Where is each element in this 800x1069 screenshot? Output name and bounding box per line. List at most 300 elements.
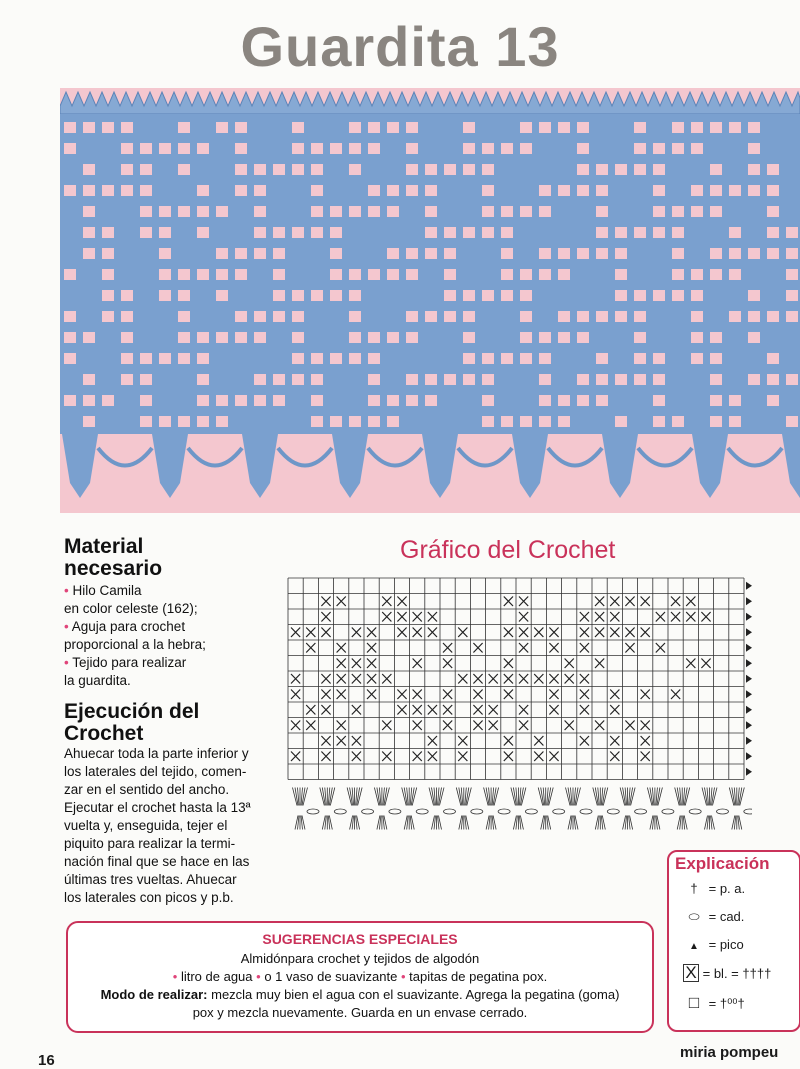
mesh-hole (520, 311, 532, 322)
chart-x-mark (382, 597, 391, 607)
mesh-hole (349, 290, 361, 301)
chart-x-mark (565, 721, 574, 731)
mesh-hole (254, 311, 266, 322)
mesh-hole (539, 185, 551, 196)
chart-x-mark (671, 597, 680, 607)
mesh-hole (615, 311, 627, 322)
mesh-hole (216, 248, 228, 259)
mesh-hole (729, 248, 741, 259)
chart-x-mark (458, 674, 467, 684)
mesh-hole (444, 269, 456, 280)
list-item: la guardita. (64, 673, 131, 688)
chart-x-mark (534, 736, 543, 746)
pico-mark (746, 659, 752, 667)
mesh-hole (463, 311, 475, 322)
mesh-hole (178, 353, 190, 364)
mesh-hole (178, 332, 190, 343)
mesh-hole (691, 353, 703, 364)
pa-icon: † (690, 881, 698, 896)
chart-x-mark (321, 674, 330, 684)
mesh-hole (387, 416, 399, 427)
mesh-hole (406, 122, 418, 133)
mesh-hole (482, 395, 494, 406)
mesh-hole (653, 206, 665, 217)
mesh-hole (520, 143, 532, 154)
chart-x-mark (580, 612, 589, 622)
mesh-hole (425, 185, 437, 196)
mesh-hole (178, 143, 190, 154)
mesh-hole (368, 353, 380, 364)
mesh-hole (140, 395, 152, 406)
mesh-hole (178, 269, 190, 280)
mesh-hole (596, 206, 608, 217)
mesh-hole (691, 143, 703, 154)
chart-x-mark (671, 690, 680, 700)
chart-x-mark (701, 659, 710, 669)
mesh-hole (121, 143, 133, 154)
materials-heading: Material necesario (64, 535, 163, 580)
mesh-hole (710, 185, 722, 196)
chart-x-mark (367, 628, 376, 638)
mesh-hole (102, 227, 114, 238)
chart-x-mark (625, 643, 634, 653)
mesh-hole (691, 185, 703, 196)
mesh-hole (634, 311, 646, 322)
mesh-hole (615, 416, 627, 427)
mesh-hole (349, 164, 361, 175)
chart-x-mark (352, 674, 361, 684)
chart-x-mark (504, 674, 513, 684)
mesh-hole (159, 206, 171, 217)
mesh-hole (577, 311, 589, 322)
chart-x-mark (625, 597, 634, 607)
pico-mark (746, 737, 752, 745)
chart-x-mark (337, 674, 346, 684)
chart-x-mark (534, 752, 543, 762)
mesh-hole (710, 122, 722, 133)
mesh-hole (596, 374, 608, 385)
materials-list (64, 582, 264, 690)
mesh-hole (349, 206, 361, 217)
brand-name: miria pompeu (680, 1044, 779, 1061)
mesh-hole (292, 311, 304, 322)
mesh-hole (140, 374, 152, 385)
mesh-hole (387, 248, 399, 259)
chart-x-mark (580, 705, 589, 715)
chart-x-mark (580, 674, 589, 684)
chart-x-mark (443, 705, 452, 715)
mesh-hole (387, 206, 399, 217)
chart-x-mark (549, 705, 558, 715)
mesh-hole (311, 185, 323, 196)
mesh-hole (729, 227, 741, 238)
mesh-hole (710, 206, 722, 217)
chart-x-mark (595, 612, 604, 622)
mesh-hole (83, 374, 95, 385)
chart-x-mark (519, 721, 528, 731)
mesh-hole (482, 416, 494, 427)
chart-x-mark (489, 674, 498, 684)
chart-x-mark (337, 721, 346, 731)
pico-mark (746, 706, 752, 714)
mesh-hole (558, 416, 570, 427)
mesh-hole (539, 416, 551, 427)
mesh-hole (64, 269, 76, 280)
mesh-hole (273, 395, 285, 406)
mesh-hole (216, 269, 228, 280)
mesh-hole (349, 311, 361, 322)
pico-mark (746, 721, 752, 729)
mesh-hole (140, 353, 152, 364)
mesh-hole (311, 353, 323, 364)
mesh-hole (786, 311, 798, 322)
mesh-hole (672, 269, 684, 280)
mesh-hole (767, 311, 779, 322)
legend-item: † = p. a. (683, 880, 745, 898)
chart-x-mark (549, 674, 558, 684)
mesh-hole (102, 269, 114, 280)
mesh-hole (64, 122, 76, 133)
mesh-hole (254, 206, 266, 217)
mesh-hole (235, 332, 247, 343)
mesh-hole (786, 227, 798, 238)
border-chain (607, 809, 619, 814)
chart-x-mark (397, 705, 406, 715)
mesh-hole (178, 164, 190, 175)
mesh-hole (102, 248, 114, 259)
mesh-hole (121, 122, 133, 133)
mesh-hole (501, 416, 513, 427)
chart-x-mark (473, 674, 482, 684)
chart-x-mark (549, 643, 558, 653)
mesh-hole (64, 395, 76, 406)
chart-x-mark (413, 690, 422, 700)
suggestions-title: SUGERENCIAS ESPECIALES (262, 931, 458, 947)
mesh-hole (216, 206, 228, 217)
mesh-hole (254, 248, 266, 259)
mesh-hole (159, 416, 171, 427)
mesh-hole (64, 185, 76, 196)
legend-box (667, 850, 800, 1032)
chart-x-mark (321, 736, 330, 746)
mesh-hole (406, 332, 418, 343)
mesh-hole (539, 353, 551, 364)
mesh-hole (64, 143, 76, 154)
mesh-hole (539, 206, 551, 217)
mesh-hole (140, 416, 152, 427)
chart-x-mark (565, 674, 574, 684)
mesh-hole (577, 143, 589, 154)
chart-x-mark (443, 690, 452, 700)
mesh-hole (140, 227, 152, 238)
crochet-photo (60, 88, 800, 513)
border-chain (717, 809, 729, 814)
mesh-hole (501, 248, 513, 259)
pico-mark (746, 752, 752, 760)
chart-x-mark (458, 752, 467, 762)
chart-x-mark (413, 612, 422, 622)
chart-x-mark (610, 597, 619, 607)
mesh-hole (311, 227, 323, 238)
mesh-hole (102, 311, 114, 322)
crochet-chart (282, 574, 752, 836)
mesh-hole (178, 290, 190, 301)
border-chain (471, 809, 483, 814)
mesh-hole (330, 416, 342, 427)
chart-x-mark (413, 628, 422, 638)
mesh-hole (463, 164, 475, 175)
chart-x-mark (549, 628, 558, 638)
mesh-hole (254, 227, 266, 238)
mesh-hole (653, 395, 665, 406)
chart-x-mark (519, 597, 528, 607)
chart-x-mark (595, 659, 604, 669)
mesh-hole (786, 269, 798, 280)
mesh-hole (425, 206, 437, 217)
chart-x-mark (458, 628, 467, 638)
mesh-hole (482, 290, 494, 301)
chart-x-mark (321, 690, 330, 700)
mesh-hole (159, 353, 171, 364)
mesh-hole (691, 122, 703, 133)
cad-icon: ⬭ (688, 909, 700, 924)
mesh-hole (729, 122, 741, 133)
suggestions-ingredients: • litro de agua • o 1 vaso de suavizante • tapitas de pegatina pox. (172, 969, 548, 984)
mesh-hole (140, 206, 152, 217)
mesh-hole (83, 395, 95, 406)
mesh-hole (102, 395, 114, 406)
pico-icon: ▲ (689, 941, 699, 952)
mesh-hole (786, 248, 798, 259)
mesh-hole (729, 269, 741, 280)
mesh-hole (577, 248, 589, 259)
mesh-hole (558, 395, 570, 406)
mesh-hole (121, 185, 133, 196)
mesh-hole (235, 311, 247, 322)
mesh-hole (292, 164, 304, 175)
mesh-hole (482, 143, 494, 154)
mesh-hole (653, 290, 665, 301)
mesh-hole (121, 374, 133, 385)
chart-x-mark (306, 721, 315, 731)
legend-item: ⬭ = cad. (683, 908, 744, 926)
mesh-hole (767, 248, 779, 259)
chart-x-mark (443, 721, 452, 731)
chart-x-mark (625, 721, 634, 731)
mesh-hole (121, 164, 133, 175)
mesh-hole (520, 416, 532, 427)
mesh-hole (368, 269, 380, 280)
mesh-hole (159, 290, 171, 301)
mesh-hole (634, 290, 646, 301)
page-number: 16 (38, 1052, 55, 1069)
mesh-hole (710, 332, 722, 343)
chart-x-mark (580, 736, 589, 746)
chart-x-mark (534, 674, 543, 684)
mesh-hole (767, 353, 779, 364)
mesh-hole (273, 248, 285, 259)
chart-x-mark (504, 659, 513, 669)
mesh-hole (767, 164, 779, 175)
chart-x-mark (656, 643, 665, 653)
mesh-hole (501, 353, 513, 364)
mesh-hole (387, 185, 399, 196)
mesh-hole (216, 122, 228, 133)
mesh-hole (83, 248, 95, 259)
chart-x-mark (458, 736, 467, 746)
mesh-hole (691, 206, 703, 217)
mesh-hole (748, 122, 760, 133)
list-item: • Aguja para crochet (64, 619, 186, 634)
mesh-hole (216, 395, 228, 406)
mesh-hole (178, 416, 190, 427)
mesh-hole (634, 374, 646, 385)
mesh-hole (634, 143, 646, 154)
mesh-hole (64, 332, 76, 343)
mesh-hole (311, 164, 323, 175)
mesh-hole (710, 395, 722, 406)
mesh-hole (748, 185, 760, 196)
mesh-hole (463, 290, 475, 301)
chart-x-mark (413, 705, 422, 715)
mesh-hole (710, 269, 722, 280)
mesh-hole (292, 290, 304, 301)
chart-x-mark (610, 628, 619, 638)
mesh-hole (425, 164, 437, 175)
chart-x-mark (337, 690, 346, 700)
mesh-hole (577, 122, 589, 133)
mesh-hole (311, 374, 323, 385)
chart-x-mark (595, 628, 604, 638)
chart-x-mark (337, 736, 346, 746)
mesh-hole (273, 269, 285, 280)
mesh-hole (539, 122, 551, 133)
chart-x-mark (610, 705, 619, 715)
mesh-hole (83, 416, 95, 427)
mesh-hole (672, 122, 684, 133)
mesh-hole (197, 227, 209, 238)
mesh-hole (710, 353, 722, 364)
chart-x-mark (519, 628, 528, 638)
chart-x-mark (686, 659, 695, 669)
mesh-hole (444, 248, 456, 259)
mesh-hole (634, 164, 646, 175)
mesh-hole (653, 374, 665, 385)
mesh-hole (482, 185, 494, 196)
mesh-hole (368, 332, 380, 343)
mesh-hole (273, 311, 285, 322)
mesh-hole (83, 206, 95, 217)
chart-x-mark (413, 659, 422, 669)
mesh-hole (235, 164, 247, 175)
chart-x-mark (443, 643, 452, 653)
mesh-hole (254, 332, 266, 343)
mesh-hole (767, 185, 779, 196)
mesh-hole (748, 248, 760, 259)
mesh-hole (672, 416, 684, 427)
mesh-hole (254, 395, 266, 406)
mesh-hole (482, 227, 494, 238)
chart-x-mark (610, 736, 619, 746)
chart-x-mark (291, 674, 300, 684)
mesh-hole (216, 332, 228, 343)
mesh-hole (311, 395, 323, 406)
chart-x-mark (428, 752, 437, 762)
chart-x-mark (610, 690, 619, 700)
border-chain (362, 809, 374, 814)
suggestions-line: Almidónpara crochet y tejidos de algodón (240, 951, 480, 966)
mesh-hole (349, 269, 361, 280)
mesh-hole (596, 311, 608, 322)
mesh-hole (292, 353, 304, 364)
mesh-hole (558, 185, 570, 196)
mesh-hole (577, 332, 589, 343)
mesh-hole (292, 332, 304, 343)
mesh-hole (482, 374, 494, 385)
mesh-hole (273, 374, 285, 385)
mesh-hole (83, 122, 95, 133)
chart-x-mark (413, 752, 422, 762)
mesh-hole (197, 143, 209, 154)
mesh-hole (691, 311, 703, 322)
mesh-hole (387, 332, 399, 343)
mesh-hole (691, 290, 703, 301)
mesh-hole (387, 122, 399, 133)
chart-x-mark (641, 721, 650, 731)
mesh-hole (501, 143, 513, 154)
chart-x-mark (534, 628, 543, 638)
mesh-hole (729, 395, 741, 406)
mesh-hole (444, 374, 456, 385)
mesh-hole (596, 248, 608, 259)
mesh-hole (349, 353, 361, 364)
mesh-hole (159, 248, 171, 259)
mesh-hole (596, 395, 608, 406)
chart-x-mark (701, 612, 710, 622)
chart-x-mark (565, 659, 574, 669)
mesh-hole (178, 311, 190, 322)
mesh-hole (444, 311, 456, 322)
legend-item: X = bl. = †††† (683, 964, 771, 982)
mesh-hole (691, 269, 703, 280)
pico-mark (746, 675, 752, 683)
mesh-hole (368, 143, 380, 154)
pico-mark (746, 690, 752, 698)
mesh-hole (235, 248, 247, 259)
chart-x-mark (641, 752, 650, 762)
mesh-hole (463, 143, 475, 154)
mesh-hole (235, 122, 247, 133)
chart-x-mark (641, 628, 650, 638)
suggestions-method-cont: pox y mezcla nuevamente. Guarda en un envase cerrado. (192, 1005, 528, 1020)
mesh-hole (520, 269, 532, 280)
mesh-hole (387, 269, 399, 280)
chart-x-mark (443, 659, 452, 669)
mesh-hole (140, 185, 152, 196)
chart-x-mark (352, 659, 361, 669)
mesh-hole (197, 206, 209, 217)
border-chain (662, 809, 674, 814)
mesh-hole (406, 248, 418, 259)
border-chain (307, 809, 319, 814)
mesh-hole (235, 269, 247, 280)
chart-x-mark (291, 721, 300, 731)
mesh-hole (748, 332, 760, 343)
mesh-hole (634, 332, 646, 343)
chart-x-mark (504, 597, 513, 607)
mesh-hole (444, 290, 456, 301)
mesh-hole (786, 374, 798, 385)
